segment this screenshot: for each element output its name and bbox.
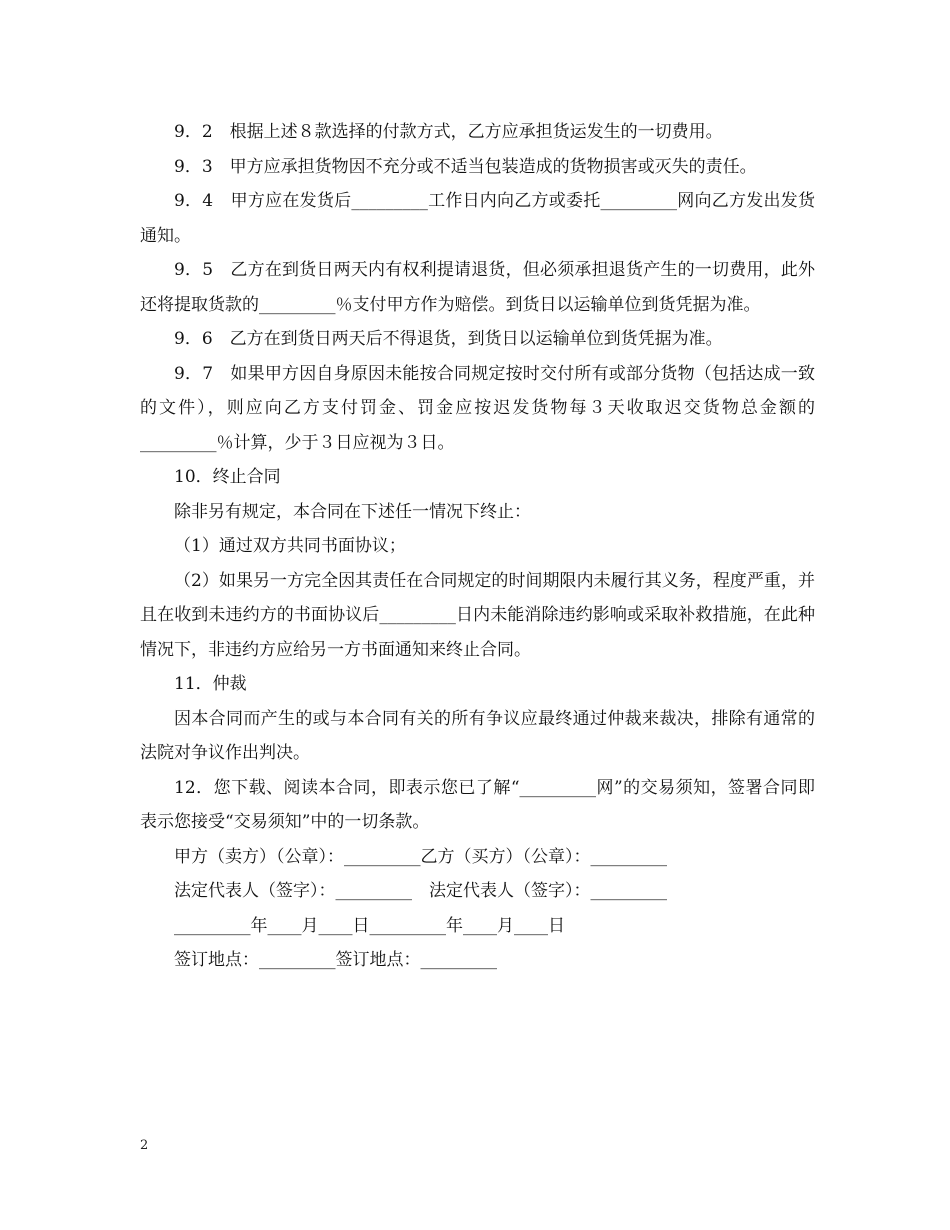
clause-9-6: 9．6 乙方在到货日两天后不得退货，到货日以运输单位到货凭据为准。 [174,329,723,349]
termination-item-1: （1）通过双方共同书面协议； [174,536,406,556]
clause-9-3: 9．3 甲方应承担货物因不充分或不适当包装造成的货物损害或灭失的责任。 [174,156,757,177]
clause-9-7: 9．7 如果甲方因自身原因未能按合同规定按时交付所有或部分货物（包括达成一致的文件），则应向乙方支付罚金、罚金应按迟发货物每３天收取迟交货物总金额的_________％计算，少于３日应视为３日。 [140,363,815,453]
clause-9-5: 9．5 乙方在到货日两天内有权利提请退货，但必须承担退货产生的一切费用，此外还将提取货款的_________％支付甲方作为赔偿。到货日以运输单位到货凭据为准。 [140,260,815,315]
page-number: 2 [140,1138,149,1153]
signature-place-line: 签订地点：_________签订地点：_________ [174,950,497,970]
termination-item-2: （2）如果另一方完全因其责任在合同规定的时间期限内未履行其义务，程度严重，并且在收到未违约方的书面协议后_________日内未能消除违约影响或采取补救措施，在此种情况下，非违约方应给另一方书面通知来终止合同。 [140,570,815,660]
signature-representative-line: 法定代表人（签字）：_________ 法定代表人（签字）：_________ [174,881,667,901]
section-heading-arbitration: 11．仲裁 [174,674,247,694]
clause-9-4: 9．4 甲方应在发货后_________工作日内向乙方或委托_________网向乙方发出发货通知。 [140,191,815,246]
section-heading-termination: 10．终止合同 [174,467,281,487]
arbitration-text: 因本合同而产生的或与本合同有关的所有争议应最终通过仲裁来裁决，排除有通常的法院对争议作出判决。 [140,708,815,763]
clause-9-2: 9．2 根据上述８款选择的付款方式，乙方应承担货运发生的一切费用。 [174,122,723,142]
clause-12: 12．您下载、阅读本合同，即表示您已了解“_________网”的交易须知，签署合同即表示您接受“交易须知”中的一切条款。 [140,777,815,832]
signature-date-line: _________年____月____日_________年____月____日 [174,915,565,936]
signature-seal-line: 甲方（卖方）（公章）：_________乙方（买方）（公章）：_________ [174,846,667,867]
contract-body [140,115,815,978]
termination-intro: 除非另有规定，本合同在下述任一情况下终止： [174,501,531,522]
